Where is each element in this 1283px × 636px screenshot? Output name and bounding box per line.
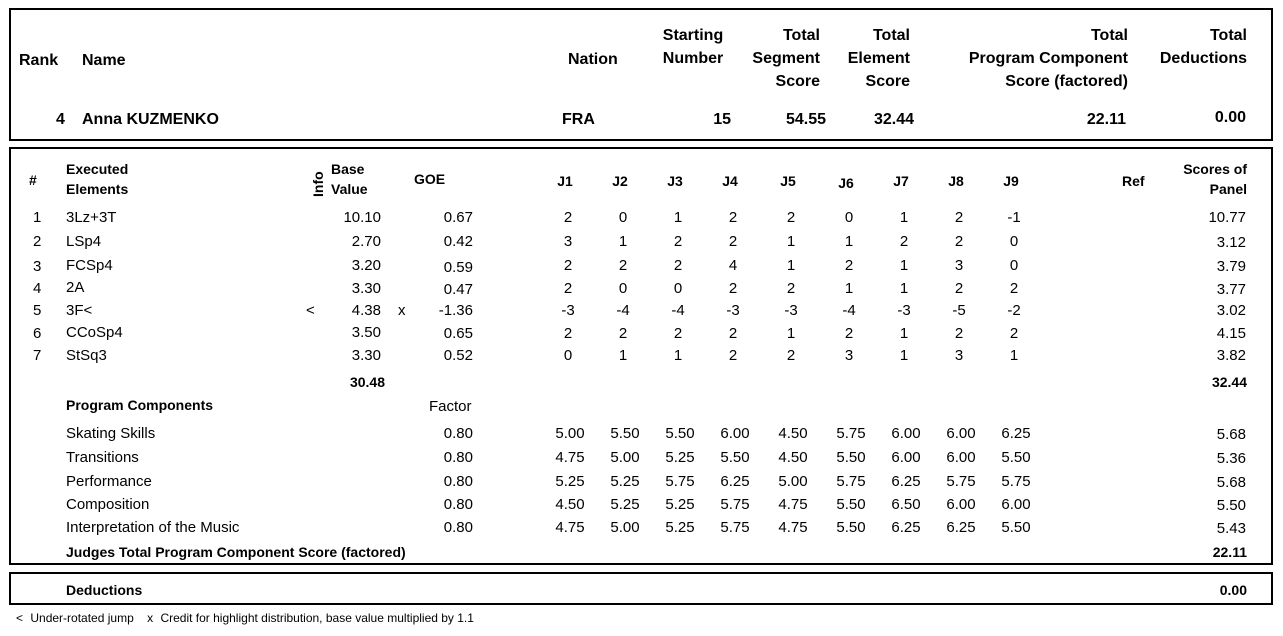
element-judge-score: -1 [1007, 209, 1021, 226]
component-judge-score: 5.25 [610, 496, 640, 513]
element-judge-score: -4 [616, 302, 630, 319]
component-panel-score: 5.50 [1216, 497, 1246, 514]
element-judge-score: 2 [1009, 325, 1019, 342]
component-factor: 0.80 [443, 425, 473, 442]
component-judge-score: 6.00 [1001, 496, 1031, 513]
element-judge-score: 1 [899, 347, 909, 364]
component-factor: 0.80 [443, 519, 473, 536]
element-goe: 0.47 [443, 281, 473, 298]
element-judge-score: -3 [561, 302, 575, 319]
element-number-header: # [29, 172, 37, 188]
element-name: CCoSp4 [66, 324, 123, 341]
element-panel-score: 10.77 [1208, 209, 1246, 226]
under-rotated-symbol: < [16, 611, 24, 625]
deductions-label: Deductions [66, 582, 143, 598]
factor-header: Factor [429, 398, 472, 415]
element-judge-score: 2 [786, 347, 796, 364]
component-judge-score: 5.50 [836, 449, 866, 466]
element-judge-score: 4 [728, 257, 738, 274]
component-panel-score: 5.43 [1216, 520, 1246, 537]
element-number: 3 [33, 258, 42, 275]
component-name: Interpretation of the Music [66, 519, 240, 536]
executed-elements-header: Executed Elements [66, 161, 129, 197]
component-judge-score: 5.50 [665, 425, 695, 442]
component-judge-score: 4.75 [778, 496, 808, 513]
element-judge-score: 1 [899, 325, 909, 342]
element-goe: 0.52 [443, 347, 473, 364]
element-judge-score: 0 [673, 280, 683, 297]
total-program-component-score-header: Total Program Component Score (factored) [968, 27, 1128, 90]
element-judge-score: 2 [728, 280, 738, 297]
skater-total-segment-score: 54.55 [785, 111, 826, 128]
element-judge-score: 2 [728, 347, 738, 364]
element-judge-score: -3 [784, 302, 798, 319]
element-number: 4 [33, 280, 42, 297]
skater-name: Anna KUZMENKO [82, 111, 219, 128]
judges-total-pcs-value: 22.11 [1212, 544, 1247, 560]
name-header: Name [82, 52, 126, 69]
element-base-value: 4.38 [351, 302, 381, 319]
skater-total-deductions: 0.00 [1214, 109, 1246, 126]
element-name: 2A [66, 279, 85, 296]
total-deductions-header: Total Deductions [1159, 27, 1247, 67]
skater-nation: FRA [562, 111, 595, 128]
component-name: Composition [66, 496, 150, 513]
skater-rank: 4 [56, 111, 65, 128]
element-judge-score: -4 [842, 302, 856, 319]
element-judge-score: 1 [673, 347, 683, 364]
element-judge-score: 2 [1009, 280, 1019, 297]
component-judge-score: 6.00 [891, 425, 921, 442]
element-name: 3Lz+3T [66, 209, 117, 226]
element-judge-score: -5 [952, 302, 966, 319]
component-panel-score: 5.68 [1216, 474, 1246, 491]
component-judge-score: 6.00 [946, 449, 976, 466]
element-number: 6 [33, 325, 42, 342]
element-judge-score: 2 [844, 325, 854, 342]
element-base-value: 3.30 [351, 280, 381, 297]
starting-number-header: Starting Number [662, 27, 724, 67]
element-judge-score: 2 [618, 257, 628, 274]
element-judge-score: 1 [786, 325, 796, 342]
element-base-value: 3.50 [351, 324, 381, 341]
element-judge-score: 2 [954, 325, 964, 342]
element-judge-score: 1 [844, 233, 854, 250]
component-judge-score: 5.50 [720, 449, 750, 466]
component-judge-score: 6.25 [891, 473, 921, 490]
element-judge-score: 0 [618, 280, 628, 297]
element-judge-score: 3 [844, 347, 854, 364]
element-judge-score: 1 [899, 209, 909, 226]
component-judge-score: 4.75 [555, 519, 585, 536]
total-element-score-header: Total Element Score [847, 27, 910, 90]
component-name: Skating Skills [66, 425, 156, 442]
element-judge-score: 2 [954, 209, 964, 226]
deductions-value: 0.00 [1219, 582, 1247, 598]
element-base-value: 2.70 [351, 233, 381, 250]
element-number: 5 [33, 302, 42, 319]
scores-of-panel-header: Scores of Panel [1183, 161, 1247, 197]
judge-j4-header: J4 [722, 173, 738, 189]
component-judge-score: 5.75 [720, 496, 750, 513]
elements-panel-total: 32.44 [1211, 374, 1247, 390]
component-judge-score: 5.00 [555, 425, 585, 442]
footnote [16, 611, 474, 625]
program-components-title: Program Components [66, 397, 214, 413]
goe-header: GOE [414, 171, 446, 187]
element-judge-score: 2 [844, 257, 854, 274]
component-judge-score: 5.25 [610, 473, 640, 490]
component-judge-score: 5.75 [836, 473, 866, 490]
element-goe: 0.65 [443, 325, 473, 342]
element-judge-score: 2 [954, 233, 964, 250]
component-judge-score: 6.00 [891, 449, 921, 466]
element-number: 7 [33, 347, 42, 364]
element-judge-score: 1 [618, 233, 628, 250]
element-panel-score: 3.02 [1216, 302, 1246, 319]
element-judge-score: 0 [844, 209, 854, 226]
ref-header: Ref [1122, 173, 1145, 189]
component-judge-score: 5.25 [555, 473, 585, 490]
component-panel-score: 5.36 [1216, 450, 1246, 467]
judge-j3-header: J3 [667, 173, 683, 189]
element-judge-score: 1 [786, 233, 796, 250]
element-judge-score: 3 [563, 233, 573, 250]
element-judge-score: 2 [673, 233, 683, 250]
element-judge-score: 0 [1009, 233, 1019, 250]
judge-j7-header: J7 [893, 173, 909, 189]
element-panel-score: 4.15 [1216, 325, 1246, 342]
nation-header: Nation [568, 51, 618, 68]
highlight-symbol: x [147, 611, 154, 625]
element-goe: -1.36 [438, 302, 473, 319]
element-judge-score: 2 [728, 233, 738, 250]
element-goe: 0.67 [443, 209, 473, 226]
component-judge-score: 5.00 [778, 473, 808, 490]
element-number: 1 [33, 209, 42, 226]
element-judge-score: 2 [786, 280, 796, 297]
element-judge-score: 1 [899, 257, 909, 274]
component-judge-score: 5.50 [836, 496, 866, 513]
component-judge-score: 5.75 [665, 473, 695, 490]
rank-header: Rank [19, 52, 59, 69]
element-judge-score: 2 [728, 209, 738, 226]
judge-j5-header: J5 [780, 173, 796, 189]
component-judge-score: 6.00 [720, 425, 750, 442]
element-bonus-flag: x [398, 302, 406, 319]
element-panel-score: 3.82 [1216, 347, 1246, 364]
judges-total-pcs-label: Judges Total Program Component Score (factored) [66, 544, 406, 560]
element-judge-score: -4 [671, 302, 685, 319]
element-judge-score: 1 [1009, 347, 1019, 364]
element-number: 2 [33, 233, 42, 250]
element-judge-score: 1 [844, 280, 854, 297]
element-name: LSp4 [66, 233, 102, 250]
component-judge-score: 4.50 [778, 425, 808, 442]
component-factor: 0.80 [443, 473, 473, 490]
component-judge-score: 6.25 [891, 519, 921, 536]
component-judge-score: 5.75 [1001, 473, 1031, 490]
element-judge-score: 2 [563, 209, 573, 226]
element-judge-score: 3 [954, 347, 964, 364]
highlight-text: Credit for highlight distribution, base value multiplied by 1.1 [160, 611, 474, 625]
component-name: Performance [66, 473, 152, 490]
element-name: StSq3 [66, 347, 107, 364]
element-name: 3F< [66, 302, 93, 319]
element-judge-score: 1 [899, 280, 909, 297]
element-name: FCSp4 [66, 257, 113, 274]
element-judge-score: 0 [618, 209, 628, 226]
component-judge-score: 5.00 [610, 519, 640, 536]
component-judge-score: 5.75 [836, 425, 866, 442]
element-judge-score: 0 [563, 347, 573, 364]
element-base-value: 10.10 [343, 209, 381, 226]
component-judge-score: 6.50 [891, 496, 921, 513]
component-judge-score: 6.00 [946, 496, 976, 513]
element-judge-score: 2 [618, 325, 628, 342]
element-judge-score: -3 [726, 302, 740, 319]
skater-total-program-component-score: 22.11 [1086, 111, 1126, 128]
component-judge-score: 5.25 [665, 519, 695, 536]
element-judge-score: 2 [786, 209, 796, 226]
element-judge-score: 2 [563, 257, 573, 274]
element-panel-score: 3.79 [1216, 258, 1246, 275]
component-judge-score: 6.25 [720, 473, 750, 490]
element-base-value: 3.30 [351, 347, 381, 364]
element-judge-score: 2 [673, 325, 683, 342]
element-panel-score: 3.12 [1216, 234, 1246, 251]
judge-j6-header: J6 [838, 175, 854, 191]
element-panel-score: 3.77 [1216, 281, 1246, 298]
component-judge-score: 4.50 [778, 449, 808, 466]
component-judge-score: 4.75 [778, 519, 808, 536]
judge-j1-header: J1 [557, 173, 573, 189]
component-judge-score: 5.50 [836, 519, 866, 536]
component-judge-score: 5.50 [1001, 449, 1031, 466]
component-judge-score: 5.25 [665, 449, 695, 466]
element-judge-score: 1 [786, 257, 796, 274]
info-header: Info [310, 171, 326, 197]
element-judge-score: 3 [954, 257, 964, 274]
component-judge-score: 4.50 [555, 496, 585, 513]
element-judge-score: 2 [728, 325, 738, 342]
element-info-flag: < [306, 302, 315, 319]
element-judge-score: 2 [899, 233, 909, 250]
judge-j8-header: J8 [948, 173, 964, 189]
element-judge-score: 2 [673, 257, 683, 274]
component-judge-score: 6.25 [1001, 425, 1031, 442]
component-judge-score: 4.75 [555, 449, 585, 466]
component-panel-score: 5.68 [1216, 426, 1246, 443]
skater-total-element-score: 32.44 [873, 111, 914, 128]
under-rotated-text: Under-rotated jump [30, 611, 134, 625]
element-judge-score: 2 [563, 325, 573, 342]
component-factor: 0.80 [443, 496, 473, 513]
element-judge-score: -3 [897, 302, 911, 319]
element-judge-score: 2 [563, 280, 573, 297]
skater-starting-number: 15 [713, 111, 731, 128]
component-judge-score: 5.25 [665, 496, 695, 513]
elements-base-value-total: 30.48 [349, 374, 385, 390]
component-judge-score: 5.50 [1001, 519, 1031, 536]
component-factor: 0.80 [443, 449, 473, 466]
component-judge-score: 5.00 [610, 449, 640, 466]
element-goe: 0.42 [443, 233, 473, 250]
element-goe: 0.59 [443, 259, 473, 276]
element-judge-score: 1 [673, 209, 683, 226]
element-judge-score: 0 [1009, 257, 1019, 274]
deductions-box [9, 572, 1273, 605]
component-name: Transitions [66, 449, 139, 466]
judge-j9-header: J9 [1003, 173, 1019, 189]
component-judge-score: 5.75 [946, 473, 976, 490]
total-segment-score-header: Total Segment Score [752, 27, 820, 90]
element-base-value: 3.20 [351, 257, 381, 274]
component-judge-score: 5.50 [610, 425, 640, 442]
base-value-header: Base Value [331, 161, 368, 197]
component-judge-score: 5.75 [720, 519, 750, 536]
component-judge-score: 6.00 [946, 425, 976, 442]
element-judge-score: -2 [1007, 302, 1021, 319]
component-judge-score: 6.25 [946, 519, 976, 536]
element-judge-score: 1 [618, 347, 628, 364]
judge-j2-header: J2 [612, 173, 628, 189]
element-judge-score: 2 [954, 280, 964, 297]
